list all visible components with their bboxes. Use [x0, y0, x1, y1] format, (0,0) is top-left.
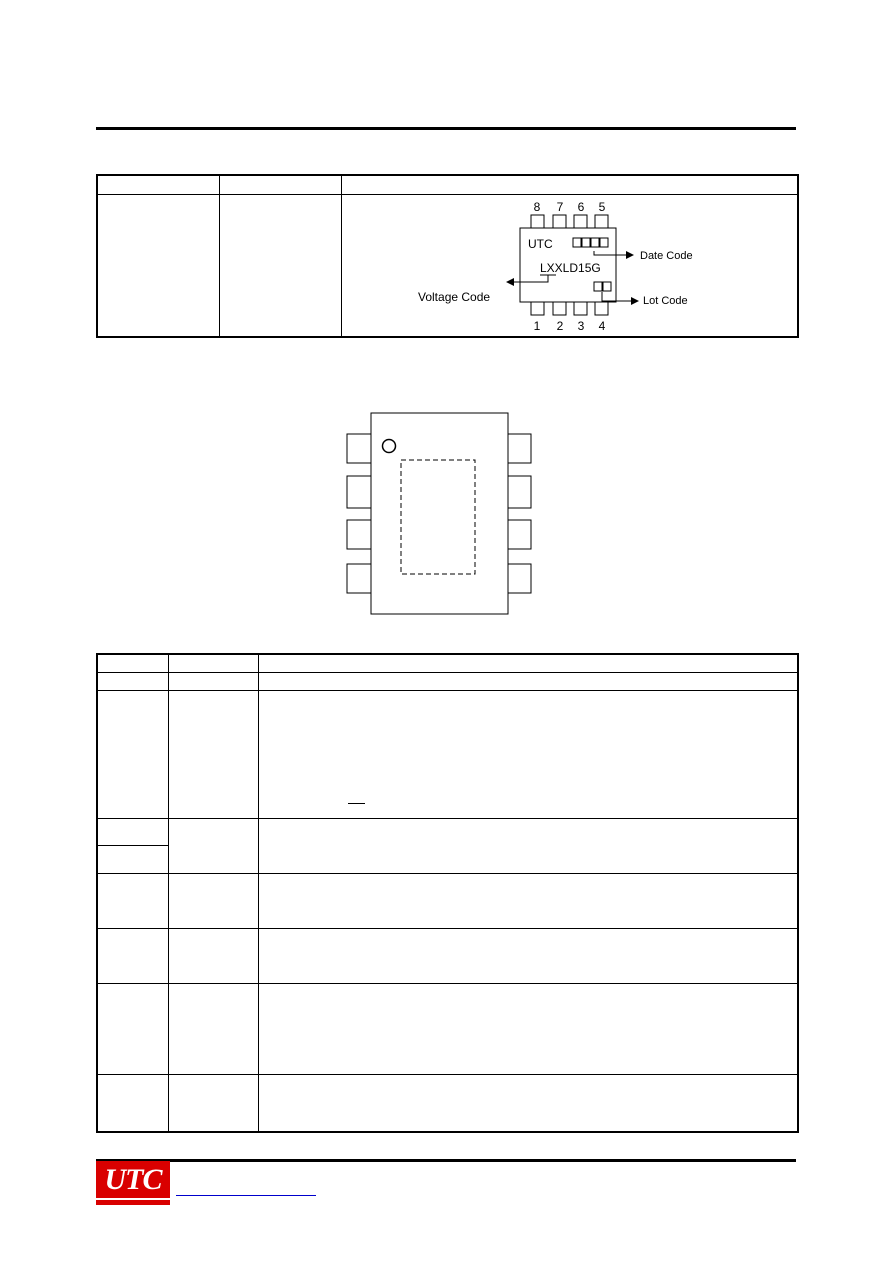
pin-number-7: 7 — [556, 199, 564, 214]
overbar-mark — [348, 803, 365, 804]
table-cell — [169, 873, 259, 928]
pin-1 — [531, 302, 544, 315]
pin-number-1: 1 — [533, 318, 541, 333]
marking-header-cell — [342, 175, 799, 194]
left-pin — [347, 434, 371, 463]
table-cell — [97, 690, 169, 818]
marking-diagram — [342, 195, 800, 338]
utc-logo — [96, 1161, 170, 1205]
arrow-right-icon — [631, 297, 639, 305]
table-cell — [259, 928, 799, 983]
arrow-right-icon — [626, 251, 634, 259]
table-header-cell — [169, 654, 259, 672]
pin-configuration-diagram — [340, 405, 540, 625]
pin-5 — [595, 215, 608, 228]
chip-part-text: LXXLD15G — [540, 260, 601, 275]
right-pin — [508, 476, 531, 508]
table-cell — [169, 983, 259, 1074]
right-pin — [508, 520, 531, 549]
package-body — [371, 413, 508, 614]
pin-7 — [553, 215, 566, 228]
marking-cell — [220, 194, 342, 337]
chip-brand-text: UTC — [528, 236, 553, 251]
header-rule — [96, 127, 796, 130]
pin-description-table — [96, 653, 799, 1133]
table-cell — [97, 928, 169, 983]
pin-number-5: 5 — [598, 199, 606, 214]
table-header-cell — [259, 654, 799, 672]
table-cell — [259, 983, 799, 1074]
table-cell — [169, 928, 259, 983]
table-cell — [169, 1074, 259, 1132]
voltage-code-label: Voltage Code — [418, 289, 491, 304]
marking-diagram-cell — [342, 194, 799, 337]
pin-number-2: 2 — [556, 318, 564, 333]
marking-header-cell — [220, 175, 342, 194]
left-pin — [347, 564, 371, 593]
right-pin — [508, 564, 531, 593]
pin-6 — [574, 215, 587, 228]
table-header-cell — [97, 654, 169, 672]
lot-code-label: Lot Code — [643, 294, 688, 307]
table-cell — [97, 1074, 169, 1132]
table-cell — [259, 690, 799, 818]
table-cell — [169, 672, 259, 690]
table-cell — [169, 690, 259, 818]
pin-number-8: 8 — [533, 199, 541, 214]
table-cell — [97, 983, 169, 1074]
table-cell — [259, 818, 799, 873]
pin-3 — [574, 302, 587, 315]
right-pin — [508, 434, 531, 463]
marking-table — [96, 174, 799, 338]
pin-4 — [595, 302, 608, 315]
pin-8 — [531, 215, 544, 228]
table-cell — [97, 818, 169, 845]
table-cell — [97, 845, 169, 873]
table-cell — [259, 873, 799, 928]
left-pin — [347, 476, 371, 508]
pin-number-4: 4 — [598, 318, 606, 333]
table-cell — [259, 1074, 799, 1132]
pin-number-3: 3 — [577, 318, 585, 333]
marking-cell — [97, 194, 220, 337]
website-link[interactable] — [176, 1195, 316, 1196]
pin-2 — [553, 302, 566, 315]
pin-number-6: 6 — [577, 199, 585, 214]
logo-text: UTC — [104, 1163, 162, 1196]
table-cell — [97, 672, 169, 690]
arrow-left-icon — [506, 278, 514, 286]
left-pin — [347, 520, 371, 549]
table-cell — [97, 873, 169, 928]
footer-rule — [96, 1159, 796, 1162]
table-cell — [259, 672, 799, 690]
date-code-label: Date Code — [640, 249, 693, 262]
logo-underline — [96, 1198, 170, 1200]
marking-header-cell — [97, 175, 220, 194]
table-cell — [169, 818, 259, 873]
